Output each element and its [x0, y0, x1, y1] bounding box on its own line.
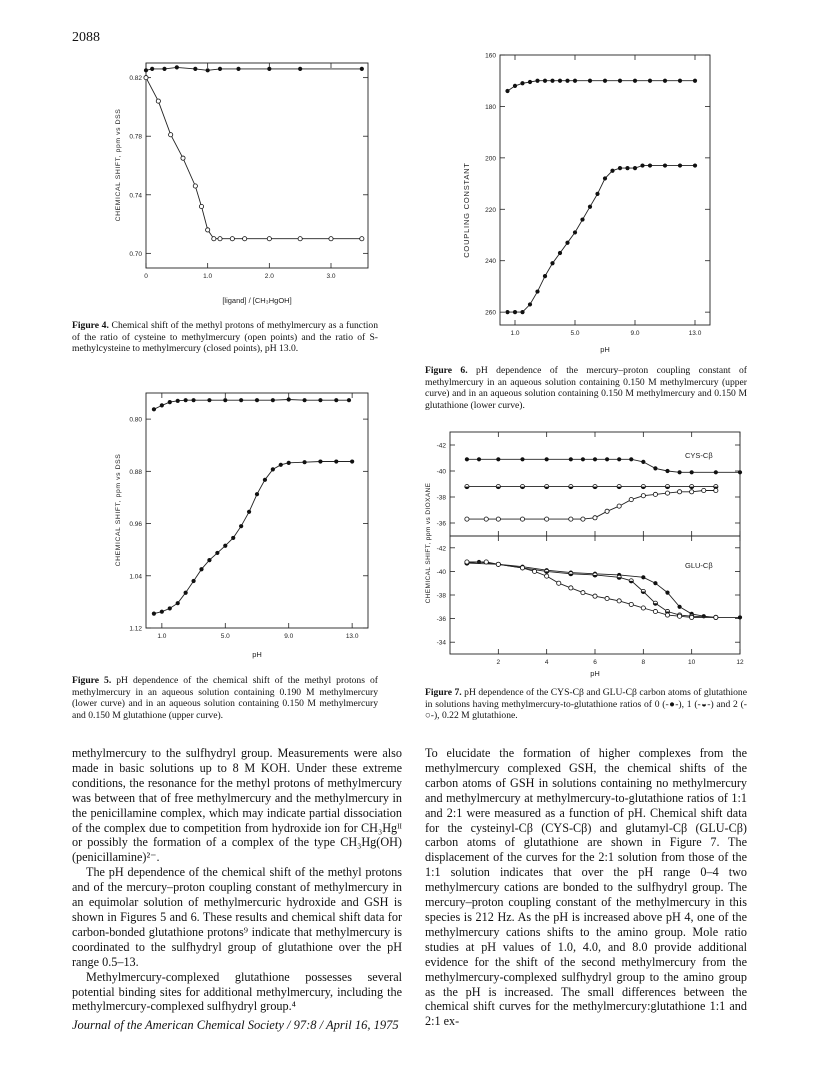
y-tick-label: -36: [436, 520, 446, 528]
data-point: [569, 586, 573, 590]
data-point: [641, 494, 645, 498]
data-point: [605, 509, 609, 513]
data-point: [603, 176, 607, 180]
y-tick-label: -36: [436, 616, 446, 624]
x-tick-label: 1.0: [157, 633, 167, 640]
data-point: [640, 163, 644, 167]
data-point: [573, 230, 577, 234]
data-point: [665, 591, 669, 595]
y-tick-label: 0.78: [129, 133, 142, 141]
data-point: [513, 310, 517, 314]
x-axis-label: pH: [252, 650, 262, 659]
data-point: [465, 457, 469, 461]
y-tick-label: -42: [436, 545, 446, 553]
data-point: [565, 241, 569, 245]
data-point: [677, 614, 681, 618]
data-point: [287, 461, 291, 465]
data-point: [181, 156, 185, 160]
data-point: [152, 612, 156, 616]
data-point: [677, 470, 681, 474]
data-point: [545, 574, 549, 578]
x-tick-label: 13.0: [688, 330, 702, 337]
data-point: [665, 613, 669, 617]
figure-4-caption: Figure 4. Chemical shift of the methyl protons of methylmercury as a function of the ratio of cysteine to methylmercury (open points) and the ratio of S-methylcysteine to methylmercury (closed points), pH 13.0.: [72, 320, 378, 355]
data-point: [271, 467, 275, 471]
plot-frame: [500, 55, 710, 325]
data-point: [505, 310, 509, 314]
plot-frame: [450, 432, 740, 536]
data-point: [665, 469, 669, 473]
data-point: [520, 566, 524, 570]
data-point: [629, 457, 633, 461]
data-point: [565, 79, 569, 83]
x-tick-label: 13.0: [345, 633, 359, 640]
y-tick-label: 260: [485, 309, 496, 317]
data-point: [302, 398, 306, 402]
data-point: [714, 615, 718, 619]
data-point: [162, 67, 166, 71]
y-tick-label: -38: [436, 494, 446, 502]
data-point: [633, 79, 637, 83]
y-tick-label: 180: [485, 103, 496, 111]
data-point: [298, 237, 302, 241]
y-axis-label: CHEMICAL SHIFT, ppm vs DSS: [115, 453, 122, 567]
data-point: [520, 517, 524, 521]
data-point: [360, 67, 364, 71]
y-axis-label: CHEMICAL SHIFT, ppm vs DIOXANE: [425, 482, 432, 604]
data-point: [191, 398, 195, 402]
data-point: [595, 192, 599, 196]
data-point: [169, 133, 173, 137]
data-point: [223, 398, 227, 402]
data-point: [569, 517, 573, 521]
data-point: [690, 470, 694, 474]
data-point: [465, 560, 469, 564]
data-point: [593, 594, 597, 598]
data-point: [641, 606, 645, 610]
data-point: [520, 310, 524, 314]
y-tick-label: 200: [485, 155, 496, 163]
data-point: [535, 79, 539, 83]
data-point: [617, 599, 621, 603]
data-point: [255, 492, 259, 496]
y-tick-label: 0.74: [129, 192, 142, 200]
data-point: [520, 457, 524, 461]
x-axis-label: [ligand] / [CH₃HgOH]: [222, 296, 292, 305]
data-point: [193, 184, 197, 188]
data-point: [528, 80, 532, 84]
data-point: [690, 615, 694, 619]
series-line: [508, 166, 696, 313]
data-point: [329, 237, 333, 241]
y-tick-label: 220: [485, 206, 496, 214]
x-tick-label: 12: [736, 659, 744, 666]
data-point: [350, 459, 354, 463]
data-point: [535, 289, 539, 293]
left-column-text: [72, 746, 402, 1014]
data-point: [215, 551, 219, 555]
data-point: [513, 84, 517, 88]
data-point: [206, 68, 210, 72]
plot-frame: [146, 393, 368, 628]
data-point: [212, 237, 216, 241]
x-tick-label: 5.0: [570, 330, 580, 337]
figure-7-caption: Figure 7. pH dependence of the CYS-Cβ and GLU-Cβ carbon atoms of glutathione in solutions having methylmercury-to-glutathione ratios of 0 (-●-), 1 (-◒-) and 2 (-○-), 0.22 M glutathione.: [425, 687, 747, 722]
data-point: [199, 204, 203, 208]
data-point: [150, 67, 154, 71]
data-point: [690, 490, 694, 494]
data-point: [496, 517, 500, 521]
data-point: [678, 163, 682, 167]
data-point: [267, 237, 271, 241]
data-point: [231, 536, 235, 540]
data-point: [532, 569, 536, 573]
data-point: [239, 398, 243, 402]
y-tick-label: -38: [436, 592, 446, 600]
data-point: [255, 398, 259, 402]
data-point: [714, 470, 718, 474]
data-point: [247, 510, 251, 514]
data-point: [678, 79, 682, 83]
data-point: [496, 562, 500, 566]
data-point: [267, 67, 271, 71]
data-point: [557, 581, 561, 585]
y-tick-label: 240: [485, 258, 496, 266]
data-point: [223, 544, 227, 548]
data-point: [618, 166, 622, 170]
figure-5-plot: [108, 385, 378, 670]
data-point: [605, 457, 609, 461]
data-point: [543, 79, 547, 83]
data-point: [738, 470, 742, 474]
data-point: [593, 516, 597, 520]
data-point: [168, 606, 172, 610]
data-point: [218, 237, 222, 241]
data-point: [287, 397, 291, 401]
x-tick-label: 1.0: [510, 330, 520, 337]
data-point: [653, 492, 657, 496]
data-point: [653, 466, 657, 470]
data-point: [605, 596, 609, 600]
data-point: [484, 560, 488, 564]
y-axis-label: CHEMICAL SHIFT, ppm vs DSS: [115, 108, 122, 222]
x-axis-label: pH: [590, 669, 600, 678]
data-point: [625, 166, 629, 170]
paragraph: Methylmercury-complexed glutathione possesses several potential binding sites for additional methylmercury, including the methylmercury-complexed sulfhydryl group.⁴: [72, 969, 402, 1014]
data-point: [588, 79, 592, 83]
y-tick-label: 0.82: [129, 75, 142, 83]
paragraph: The pH dependence of the chemical shift of the methyl protons and of the mercury–proton coupling constant of methylmercury in an equimolar solution of methylmercuric hydroxide and GSH is shown in Figures 5 and 6. These results and chemical shift data for carbon-bonded glutathione protons⁹ indicate that methylmercury is coordinated to the sulfhydryl group of glutathione over the pH range 0.5–13.: [72, 865, 402, 969]
data-point: [581, 457, 585, 461]
x-tick-label: 0: [144, 273, 148, 280]
data-point: [677, 490, 681, 494]
y-tick-label: -42: [436, 442, 446, 450]
figure-6-plot: [455, 50, 720, 360]
x-tick-label: 9.0: [630, 330, 640, 337]
data-point: [206, 228, 210, 232]
data-point: [593, 457, 597, 461]
data-point: [528, 302, 532, 306]
series-line: [467, 562, 740, 617]
data-point: [184, 591, 188, 595]
data-point: [653, 609, 657, 613]
y-tick-label: 0.88: [129, 468, 142, 476]
panel-label: GLU-Cβ: [685, 561, 713, 570]
x-tick-label: 9.0: [284, 633, 294, 640]
figure-6-caption: Figure 6. pH dependence of the mercury–proton coupling constant of methylmercury in an aqueous solution containing 0.150 M methylmercury (upper curve) and in an aqueous solution containing 0.150 M methylmercury and 0.150 M glutathione (lower curve).: [425, 365, 747, 411]
data-point: [279, 463, 283, 467]
data-point: [648, 163, 652, 167]
data-point: [207, 398, 211, 402]
data-point: [156, 99, 160, 103]
data-point: [558, 251, 562, 255]
figure-5-caption: Figure 5. pH dependence of the chemical shift of the methyl protons of methylmercury in an aqueous solution containing 0.190 M methylmercury (lower curve) and in an aqueous solution containing 0.150 M methylmercury and 0.150 M glutathione (upper curve).: [72, 675, 378, 721]
data-point: [648, 79, 652, 83]
data-point: [663, 79, 667, 83]
data-point: [653, 581, 657, 585]
page-number: 2088: [72, 30, 100, 45]
data-point: [334, 459, 338, 463]
data-point: [477, 457, 481, 461]
figure-7-plot: [420, 428, 750, 683]
x-tick-label: 2.0: [264, 273, 274, 280]
y-tick-label: -34: [436, 639, 446, 647]
data-point: [738, 615, 742, 619]
right-column-text: [425, 746, 747, 1029]
data-point: [484, 517, 488, 521]
series-line: [508, 81, 696, 91]
data-point: [545, 517, 549, 521]
data-point: [545, 457, 549, 461]
data-point: [184, 398, 188, 402]
data-point: [239, 524, 243, 528]
data-point: [176, 399, 180, 403]
data-point: [175, 65, 179, 69]
x-tick-label: 3.0: [326, 273, 336, 280]
data-point: [550, 261, 554, 265]
data-point: [271, 398, 275, 402]
data-point: [633, 166, 637, 170]
paragraph: methylmercury to the sulfhydryl group. Measurements were also made in basic solutions up to 8 M KOH. Under these extreme conditions, the resonance for the methyl protons of methylmercury was between that of free methylmercury and the methylmercury in the penicillamine complex, which may indicate partial dissociation of the complex due to competition from hydroxide ion for CH₃Hgᴵᴵ or possibly the formation of a complex of the type CH₃Hg(OH)(penicillamine)²⁻.: [72, 746, 402, 865]
data-point: [207, 558, 211, 562]
plot-frame: [146, 63, 368, 268]
data-point: [665, 491, 669, 495]
data-point: [152, 407, 156, 411]
x-tick-label: 1.0: [203, 273, 213, 280]
data-point: [199, 567, 203, 571]
data-point: [629, 498, 633, 502]
paragraph: To elucidate the formation of higher complexes from the methylmercury complexed GSH, the chemical shifts of the carbon atoms of GSH in solutions containing no methylmercury and methylmercury at methylmercury-to-glutathione ratios of 1:1 and 2:1 were measured as a function of pH. Chemical shift data for the cysteinyl-Cβ (CYS-Cβ) and glutamyl-Cβ (GLU-Cβ) carbon atoms of glutathione are shown in Figure 7. The displacement of the curves for the 2:1 solution from those of the 1:1 solution indicates that over the pH range 0–4 two methylmercury cations are bonded to the sulfhydryl group. The mercury–proton coupling constant of the methylmercury in this species is 212 Hz. As the pH is increased above pH 4, one of the methylmercury cations shifts to the amino group. Mole ratio studies at pH values of 1.0, 4.0, and 8.0 provide additional evidence for the shift of the second methylmercury from the methylmercury-complexed sulfhydryl group to the amino group as the pH is increased. The small differences between the chemical shift curves for the methylmercury:glutathione 1:1 and 2:1 ex-: [425, 746, 747, 1029]
data-point: [144, 68, 148, 72]
data-point: [318, 459, 322, 463]
y-tick-label: -40: [436, 468, 446, 476]
data-point: [160, 610, 164, 614]
series-line: [154, 462, 352, 614]
data-point: [580, 217, 584, 221]
y-tick-label: 0.96: [129, 521, 142, 529]
data-point: [347, 398, 351, 402]
data-point: [160, 403, 164, 407]
data-point: [236, 67, 240, 71]
x-tick-label: 5.0: [220, 633, 230, 640]
data-point: [617, 504, 621, 508]
data-point: [581, 517, 585, 521]
data-point: [569, 457, 573, 461]
data-point: [610, 169, 614, 173]
data-point: [550, 79, 554, 83]
data-point: [693, 79, 697, 83]
data-point: [318, 398, 322, 402]
x-axis-label: pH: [600, 345, 610, 354]
data-point: [702, 488, 706, 492]
data-point: [617, 457, 621, 461]
data-point: [243, 237, 247, 241]
data-point: [581, 591, 585, 595]
data-point: [218, 67, 222, 71]
data-point: [520, 81, 524, 85]
data-point: [663, 163, 667, 167]
data-point: [298, 67, 302, 71]
series-line: [467, 491, 716, 520]
data-point: [465, 517, 469, 521]
y-tick-label: 160: [485, 52, 496, 60]
data-point: [144, 76, 148, 80]
data-point: [618, 79, 622, 83]
series-line: [467, 562, 716, 617]
data-point: [629, 602, 633, 606]
x-tick-label: 4: [544, 659, 549, 666]
y-tick-label: 0.80: [129, 416, 142, 424]
data-point: [693, 163, 697, 167]
figure-4-plot: [108, 55, 378, 315]
data-point: [677, 605, 681, 609]
y-tick-label: 0.70: [129, 250, 142, 258]
data-point: [496, 457, 500, 461]
series-line: [467, 563, 716, 617]
data-point: [168, 400, 172, 404]
y-tick-label: -40: [436, 568, 446, 576]
x-tick-label: 8: [641, 659, 646, 666]
data-point: [714, 488, 718, 492]
data-point: [573, 79, 577, 83]
data-point: [302, 460, 306, 464]
x-tick-label: 2: [496, 659, 501, 666]
data-point: [505, 89, 509, 93]
data-point: [603, 79, 607, 83]
data-point: [543, 274, 547, 278]
data-point: [193, 67, 197, 71]
data-point: [588, 205, 592, 209]
data-point: [360, 237, 364, 241]
x-tick-label: 10: [688, 659, 696, 666]
y-tick-label: 1.12: [129, 625, 142, 633]
x-tick-label: 6: [593, 659, 597, 666]
data-point: [176, 601, 180, 605]
series-line: [467, 459, 740, 472]
data-point: [558, 79, 562, 83]
journal-footer: Journal of the American Chemical Society / 97:8 / April 16, 1975: [72, 1018, 399, 1032]
data-point: [230, 237, 234, 241]
series-line: [146, 78, 362, 239]
panel-label: CYS-Cβ: [685, 451, 713, 460]
y-tick-label: 1.04: [129, 573, 142, 581]
data-point: [263, 478, 267, 482]
data-point: [641, 575, 645, 579]
data-point: [641, 460, 645, 464]
data-point: [191, 579, 195, 583]
y-axis-label: COUPLING CONSTANT: [462, 162, 471, 258]
data-point: [334, 398, 338, 402]
